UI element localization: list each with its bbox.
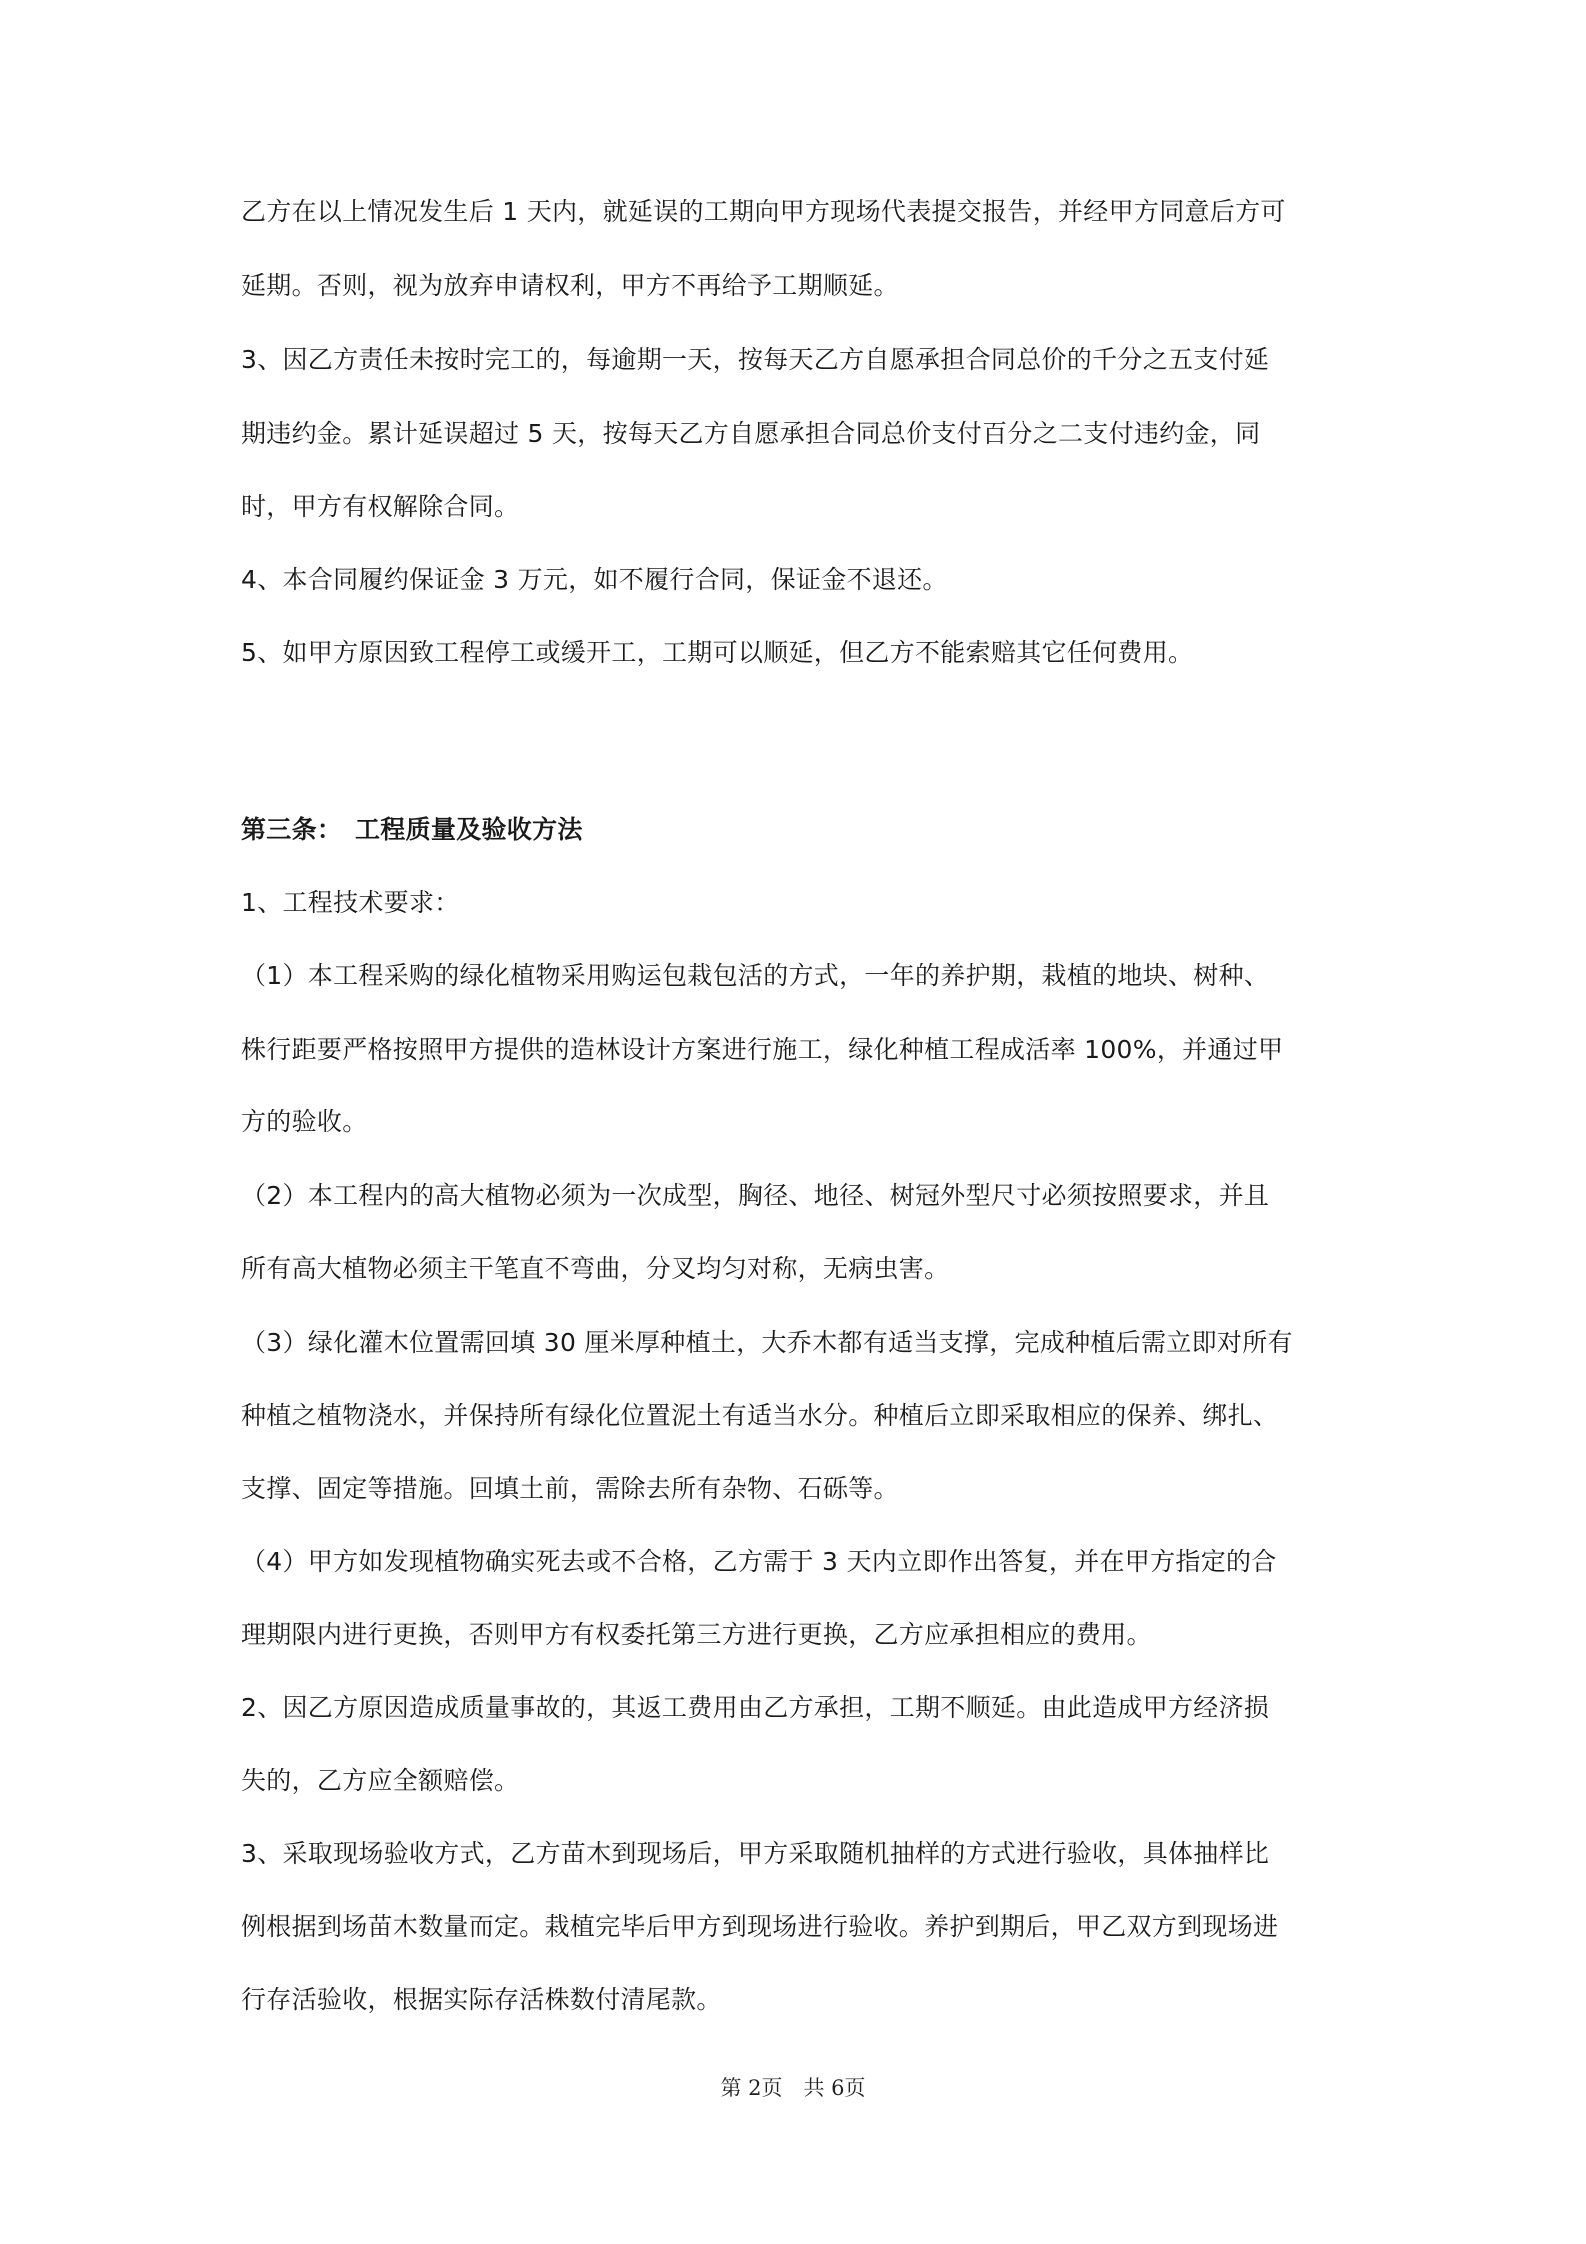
section-heading: 第三条： 工程质量及验收方法	[241, 815, 583, 844]
body-line: 时，甲方有权解除合同。	[241, 492, 520, 521]
body-line: 乙方在以上情况发生后 1 天内，就延误的工期向甲方现场代表提交报告，并经甲方同意后方可	[241, 197, 1286, 226]
body-line: 2、因乙方原因造成质量事故的，其返工费用由乙方承担，工期不顺延。由此造成甲方经济损	[241, 1693, 1270, 1722]
body-line: 3、采取现场验收方式，乙方苗木到现场后，甲方采取随机抽样的方式进行验收，具体抽样比	[241, 1839, 1270, 1868]
body-line: （2）本工程内的高大植物必须为一次成型，胸径、地径、树冠外型尺寸必须按照要求，并且	[241, 1181, 1270, 1210]
body-line: 所有高大植物必须主干笔直不弯曲，分叉均匀对称，无病虫害。	[241, 1254, 950, 1283]
body-line: （3）绿化灌木位置需回填 30 厘米厚种植土，大乔木都有适当支撑，完成种植后需立即对所有	[241, 1328, 1293, 1357]
body-line: 延期。否则，视为放弃申请权利，甲方不再给予工期顺延。	[241, 271, 899, 300]
body-line: 株行距要严格按照甲方提供的造林设计方案进行施工，绿化种植工程成活率 100%，并通过甲	[241, 1035, 1284, 1064]
body-line: 1、工程技术要求：	[241, 888, 460, 917]
body-line: 支撑、固定等措施。回填土前，需除去所有杂物、石砾等。	[241, 1474, 899, 1503]
body-line: 理期限内进行更换，否则甲方有权委托第三方进行更换，乙方应承担相应的费用。	[241, 1620, 1152, 1649]
body-line: 方的验收。	[241, 1107, 368, 1136]
body-line: 4、本合同履约保证金 3 万元，如不履行合同，保证金不退还。	[241, 565, 948, 594]
body-line: 3、因乙方责任未按时完工的，每逾期一天，按每天乙方自愿承担合同总价的千分之五支付延	[241, 345, 1270, 374]
body-line: 失的，乙方应全额赔偿。	[241, 1766, 520, 1795]
body-line: 种植之植物浇水，并保持所有绿化位置泥土有适当水分。种植后立即采取相应的保养、绑扎、	[241, 1401, 1279, 1430]
body-line: 期违约金。累计延误超过 5 天，按每天乙方自愿承担合同总价支付百分之二支付违约金，同	[241, 419, 1261, 448]
page-number-footer: 第 2页 共 6页	[720, 2076, 866, 2100]
body-line: 5、如甲方原因致工程停工或缓开工，工期可以顺延，但乙方不能索赔其它任何费用。	[241, 638, 1194, 667]
body-line: （1）本工程采购的绿化植物采用购运包栽包活的方式，一年的养护期，栽植的地块、树种、	[241, 961, 1270, 990]
body-line: 例根据到场苗木数量而定。栽植完毕后甲方到现场进行验收。养护到期后，甲乙双方到现场进	[241, 1912, 1279, 1941]
body-line: 行存活验收，根据实际存活株数付清尾款。	[241, 1985, 722, 2014]
body-line: （4）甲方如发现植物确实死去或不合格，乙方需于 3 天内立即作出答复，并在甲方指定的合	[241, 1547, 1277, 1576]
